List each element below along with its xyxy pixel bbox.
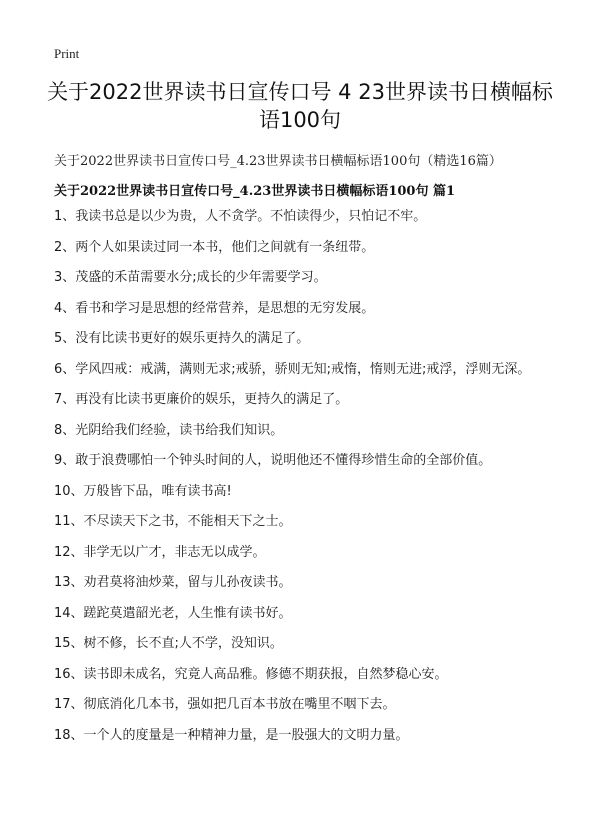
list-item: 10、万般皆下品，唯有读书高! — [54, 483, 232, 499]
section-heading: 关于2022世界读书日宣传口号_4.23世界读书日横幅标语100句 篇1 — [54, 184, 456, 199]
list-item: 17、彻底消化几本书，强如把几百本书放在嘴里不咽下去。 — [54, 697, 396, 712]
list-item: 6、学风四戒：戒满，满则无求;戒骄，骄则无知;戒惰，惰则无进;戒浮，浮则无深。 — [54, 361, 531, 377]
list-item: 2、两个人如果读过同一本书，他们之间就有一条纽带。 — [54, 239, 375, 255]
list-item: 11、不尽读天下之书，不能相天下之士。 — [54, 514, 292, 529]
list-item: 4、看书和学习是思想的经常营养，是思想的无穷发展。 — [54, 300, 375, 316]
list-item: 18、一个人的度量是一种精神力量，是一股强大的文明力量。 — [54, 727, 409, 743]
list-item: 7、再没有比读书更廉价的娱乐，更持久的满足了。 — [54, 392, 349, 407]
list-item: 14、蹉跎莫遣韶光老，人生惟有读书好。 — [54, 605, 292, 621]
list-item: 3、茂盛的禾苗需要水分;成长的少年需要学习。 — [54, 270, 327, 285]
list-item: 15、树不修，长不直;人不学，没知识。 — [54, 636, 283, 651]
list-item: 5、没有比读书更好的娱乐更持久的满足了。 — [54, 331, 310, 346]
print-label: Print — [54, 46, 80, 61]
list-item: 9、敢于浪费哪怕一个钟头时间的人，说明他还不懂得珍惜生命的全部价值。 — [54, 453, 492, 468]
list-item: 8、光阴给我们经验，读书给我们知识。 — [54, 422, 284, 438]
page-title: 关于2022世界读书日宣传口号 4 23世界读书日横幅标语100句 — [47, 80, 553, 132]
list-item: 12、非学无以广才，非志无以成学。 — [54, 544, 266, 560]
list-item: 16、读书即未成名，究竟人高品雅。修德不期获报，自然梦稳心安。 — [54, 666, 448, 682]
list-item: 13、劝君莫将油炒菜，留与儿孙夜读书。 — [54, 575, 292, 590]
slogan-list — [54, 206, 566, 755]
subtitle: 关于2022世界读书日宣传口号_4.23世界读书日横幅标语100句（精选16篇） — [54, 154, 502, 169]
list-item: 1、我读书总是以少为贵，人不贪学。不怕读得少，只怕记不牢。 — [54, 209, 427, 224]
